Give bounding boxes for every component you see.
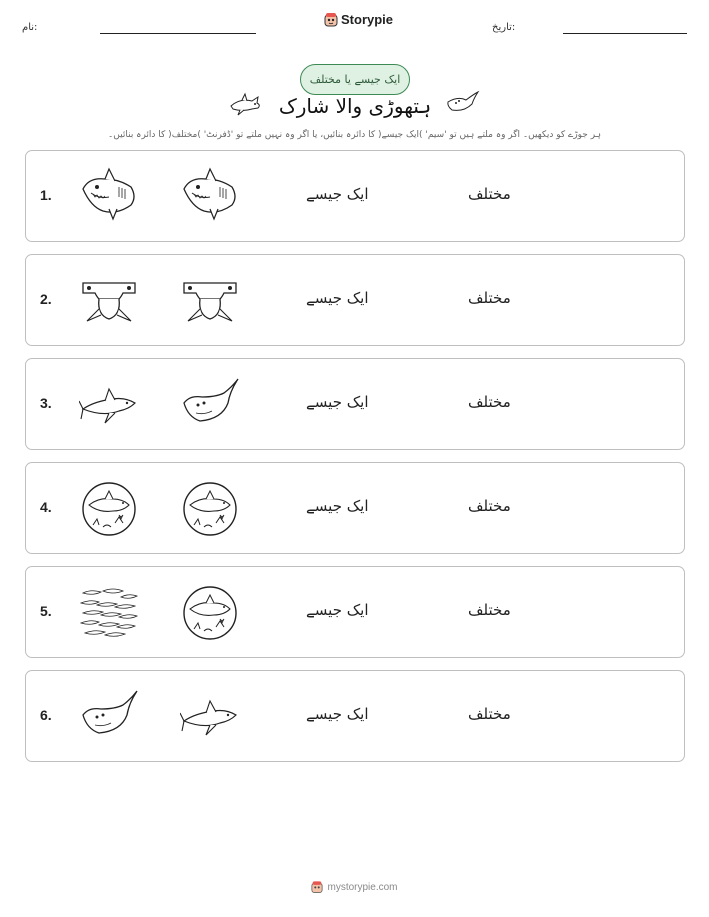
question-row [25,462,685,554]
storypie-logo-icon [311,880,323,894]
date-label: تاریخ: [492,22,516,33]
footer-website: mystorypie.com [327,881,398,893]
question-row [25,254,685,346]
same-option[interactable]: ایک جیسے [306,185,369,203]
shark-in-circle-icon [180,479,240,539]
shark-school-icon [79,583,139,643]
different-option[interactable]: مختلف [468,497,511,515]
swimming-shark-icon [180,687,240,747]
question-number: 3. [40,395,52,411]
same-option[interactable]: ایک جیسے [306,705,369,723]
date-line [563,33,687,34]
instructions-text: ہر جوڑے کو دیکھیں۔ اگر وہ ملتے ہیں تو 'سیم' )ایک جیسے( کا دائرہ بنائیں، یا اگر وہ نہیں ملتے تو 'ڈفرنٹ' )مختلف( کا دائرہ بنائیں۔ [108,130,601,140]
worksheet-type-badge: ایک جیسے یا مختلف [300,64,410,95]
hammerhead-shark-icon [79,271,139,331]
question-number: 4. [40,499,52,515]
different-option[interactable]: مختلف [468,705,511,723]
different-option[interactable]: مختلف [468,601,511,619]
footer [0,880,709,894]
hammerhead-shark-icon [180,271,240,331]
question-number: 1. [40,187,52,203]
hammerhead-shark-icon [228,92,264,118]
same-option[interactable]: ایک جیسے [306,393,369,411]
same-option[interactable]: ایک جیسے [306,289,369,307]
worksheet-header [0,0,709,40]
question-row [25,358,685,450]
brand-name: Storypie [341,12,394,27]
worksheet-title: ہتھوڑی والا شارک [278,94,432,118]
shark-in-circle-icon [79,479,139,539]
shark-in-circle-icon [180,583,240,643]
stingray-icon [180,375,240,435]
different-option[interactable]: مختلف [468,185,511,203]
different-option[interactable]: مختلف [468,393,511,411]
storypie-logo-icon [324,12,338,27]
shark-icon [180,167,240,227]
name-line [100,33,256,34]
question-row [25,670,685,762]
brand [324,12,393,27]
same-option[interactable]: ایک جیسے [306,601,369,619]
stingray-icon [79,687,139,747]
question-number: 2. [40,291,52,307]
name-label: نام: [22,22,38,33]
question-number: 5. [40,603,52,619]
shark-icon [79,167,139,227]
stingray-icon [444,88,480,118]
question-row [25,566,685,658]
same-option[interactable]: ایک جیسے [306,497,369,515]
question-number: 6. [40,707,52,723]
different-option[interactable]: مختلف [468,289,511,307]
swimming-shark-icon [79,375,139,435]
question-row [25,150,685,242]
